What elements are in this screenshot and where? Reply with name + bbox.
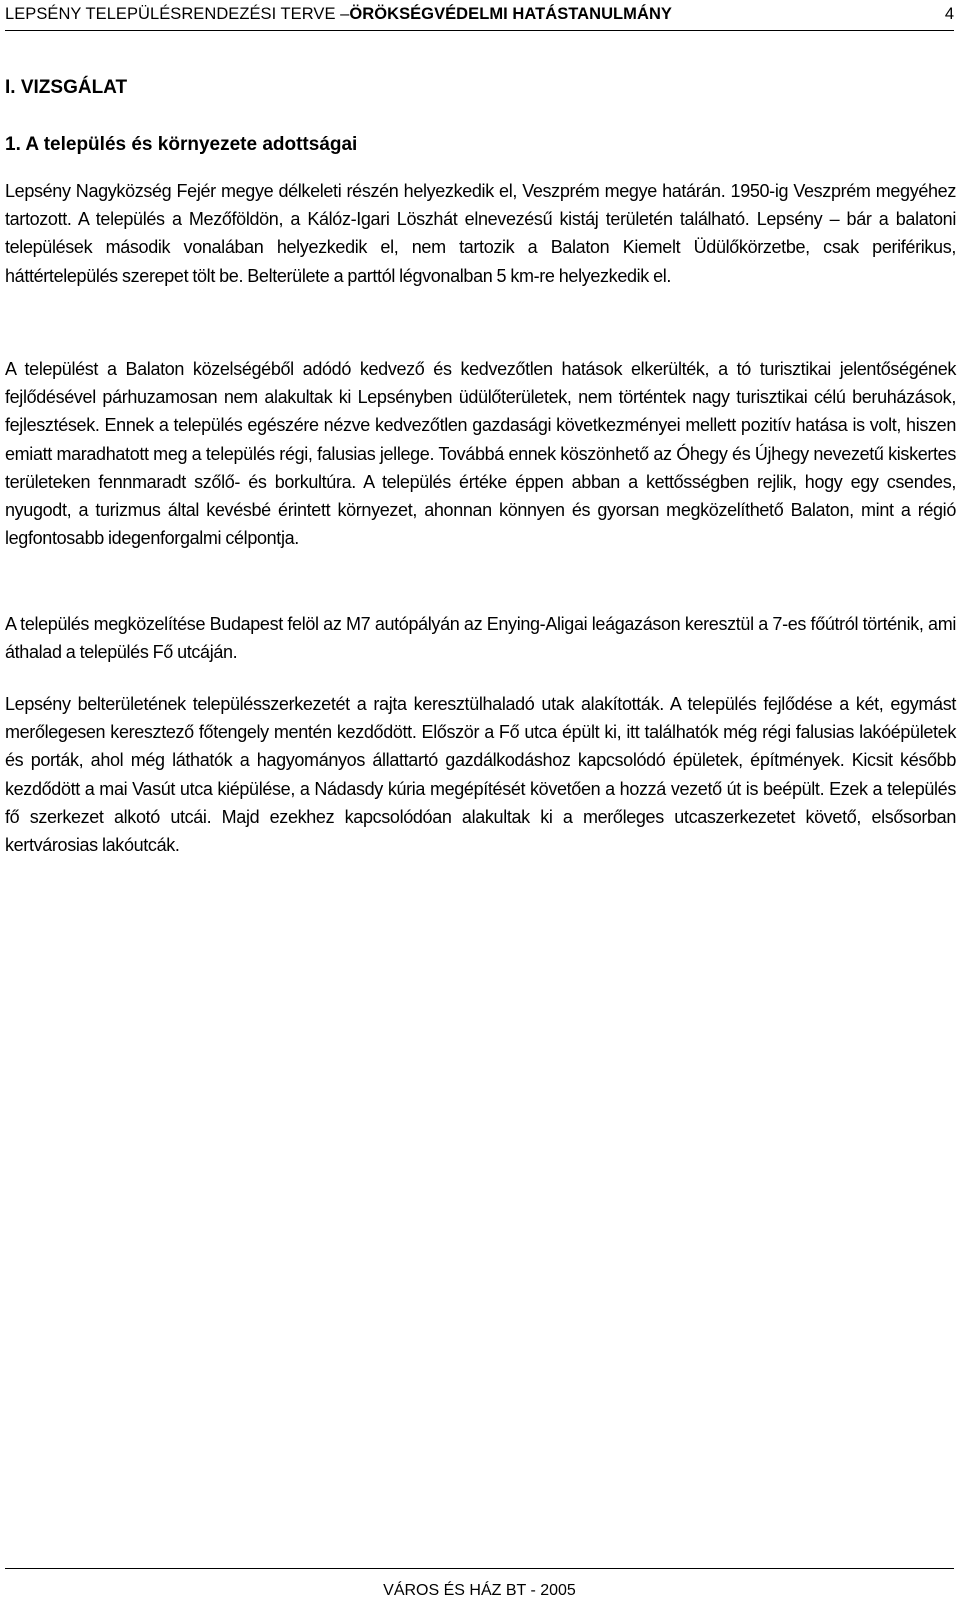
paragraph-3: A település megközelítése Budapest felöl az M7 autópályán az Enying-Aligai leágazáson keresztül a 7-es főútról történik, ami áthalad a település Fő utcáján. [5,614,956,663]
page-number: 4 [944,5,954,23]
paragraph-4: Lepsény belterületének településszerkezetét a rajta keresztülhaladó utak alakították. A település fejlődése a két, egymást merőlegesen keresztező főtengely mentén kezdődött. Először a Fő utca épült ki, itt találhatók még régi falusias lakóépületek és porták, ahol még láthatók a hagyományos állattartó gazdálkodáshoz kapcsolódó épületek, építmények. Kicsit később kezdődött a mai Vasút utca kiépülése, a Nádasdy kúria megépítését követően a hozzá vezető út is beépült. Ezek a település fő szerkezet alkotó utcái. Majd ezekhez kapcsolódóan alakultak ki a merőleges utcaszerkezetet követő, elsősorban kertvárosias lakóutcák. [5,694,956,856]
footer-text: VÁROS ÉS HÁZ BT - 2005 [383,1582,576,1599]
paragraph-2: A települést a Balaton közelségéből adódó kedvező és kedvezőtlen hatások elkerülték, a tó turisztikai jelentőségének fejlődésével párhuzamosan nem alakultak ki Lepsényben üdülőterületek, nem történtek nagy turisztikai célú beruházások, fejlesztések. Ennek a település egészére nézve kedvezőtlen gazdasági következményei mellett pozitív hatása is volt, hiszen emiatt maradhatott meg a település régi, falusias jellege. Továbbá ennek köszönhető az Óhegy és Újhegy nevezetű kiskertes területeken fennmaradt szőlő- és borkultúra. A település értéke éppen abban a kettősségben rejlik, hogy egy csendes, nyugodt, a turizmus által kevésbé érintett környezet, ahonnan könnyen és gyorsan megközelíthető Balaton, mint a régió legfontosabb idegenforgalmi célpontja. [5,359,956,549]
section-heading: 1. A település és környezete adottságai [5,134,358,155]
chapter-heading: I. VIZSGÁLAT [5,77,128,98]
page-footer [5,1568,954,1618]
header-title [5,5,672,24]
header-title-bold: ÖRÖKSÉGVÉDELMI HATÁSTANULMÁNY [349,5,672,23]
paragraph-1: Lepsény Nagyközség Fejér megye délkeleti részén helyezkedik el, Veszprém megye határán. 1950-ig Veszprém megyéhez tartozott. A település a Mezőföldön, a Kálóz-Igari Löszhát elnevezésű kistáj területén található. Lepsény – bár a balatoni települések második vonalában helyezkedik el, nem tartozik a Balaton Kiemelt Üdülőkörzetbe, csak periférikus, háttértelepülés szerepet tölt be. Belterülete a parttól légvonalban 5 km-re helyezkedik el. [5,181,956,286]
page-header [5,2,954,31]
header-title-plain: LEPSÉNY TELEPÜLÉSRENDEZÉSI TERVE – [5,5,350,23]
